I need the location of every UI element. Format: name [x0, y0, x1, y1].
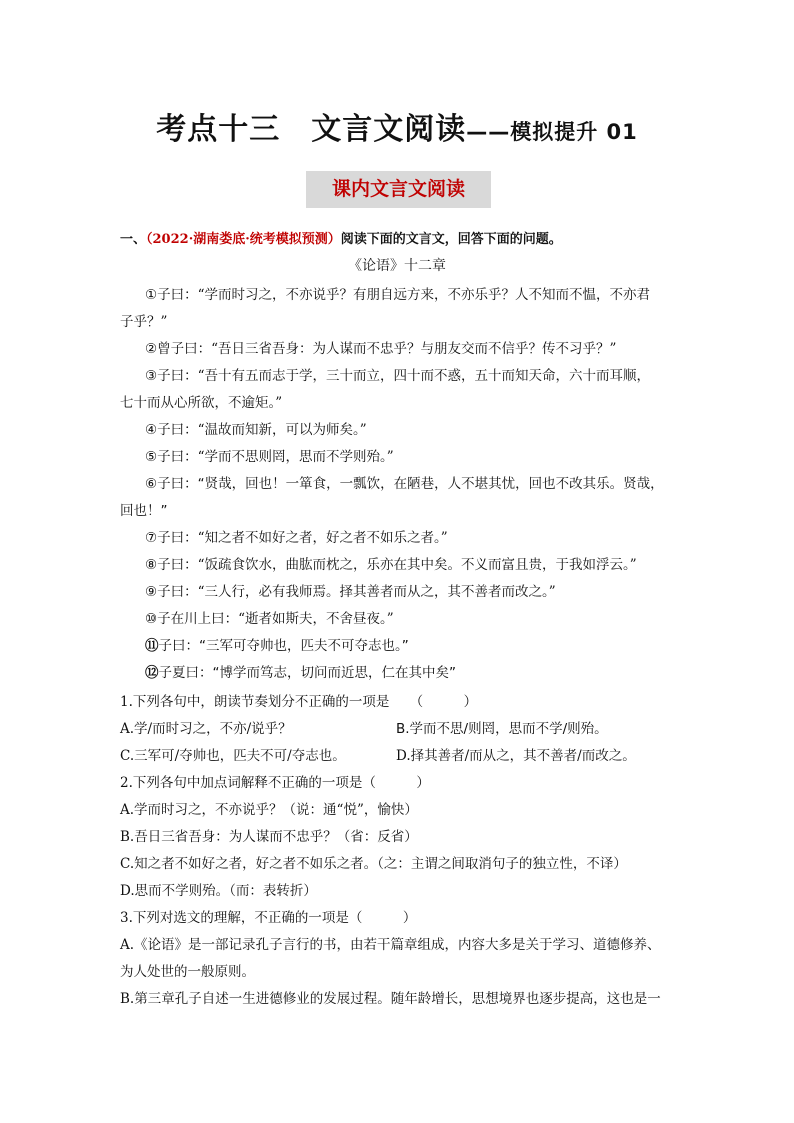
passage-title: 《论语》十二章 [348, 258, 446, 274]
passage-line: 七十而从心所欲，不逾矩。” [120, 395, 283, 411]
question-stem: 1.下列各句中，朗读节奏划分不正确的一项是 （ ） [120, 694, 478, 710]
passage-line: ②曾子曰：“吾日三省吾身：为人谋而不忠乎？与朋友交而不信乎？传不习乎？” [145, 341, 617, 357]
passage-line: 子乎？” [120, 314, 168, 330]
question-option: B.吾日三省吾身：为人谋而不忠乎？（省：反省） [120, 829, 418, 845]
question-option: B.第三章孔子自述一生进德修业的发展过程。随年龄增长，思想境界也逐步提高，这也是一 [120, 991, 661, 1007]
question-option: B.学而不思/则罔，思而不学/则殆。 [396, 721, 608, 737]
passage-line: ⑥子曰：“贤哉，回也！一箪食，一瓢饮，在陋巷，人不堪其忧，回也不改其乐。贤哉， [145, 476, 664, 492]
passage-line: ④子曰：“温故而知新，可以为师矣。” [145, 422, 367, 438]
question-source: （2022·湖南娄底·统考模拟预测） [146, 232, 341, 247]
question-intro [120, 228, 562, 247]
title-suffix: ——模拟提升 01 [466, 120, 638, 144]
question-option: A.学/而时习之，不亦/说乎？ [120, 721, 292, 737]
passage-line: ⑤子曰：“学而不思则罔，思而不学则殆。” [145, 449, 394, 465]
passage-line: 回也！” [120, 503, 168, 519]
passage-line: ⑩子在川上曰：“逝者如斯夫，不舍昼夜。” [145, 611, 394, 627]
question-option: A.学而时习之，不亦说乎？（说：通“悦”，愉快） [120, 802, 418, 818]
question-number: 一、 [120, 232, 147, 247]
passage-line: ⑪子曰：“三军可夺帅也，匹夫不可夺志也。” [145, 638, 409, 654]
document-title [0, 104, 794, 148]
passage-line: ⑦子曰：“知之者不如好之者，好之者不如乐之者。” [145, 530, 448, 546]
question-instruction: 阅读下面的文言文，回答下面的问题。 [340, 232, 562, 247]
question-stem: 3.下列对选文的理解，不正确的一项是（ ） [120, 910, 417, 926]
passage-line: ⑧子曰：“饭疏食饮水，曲肱而枕之，乐亦在其中矣。不义而富且贵，于我如浮云。” [145, 557, 637, 573]
passage-line: ①子曰：“学而时习之，不亦说乎？有朋自远方来，不亦乐乎？人不知而不愠，不亦君 [145, 287, 651, 303]
title-main: 考点十三 文言文阅读 [156, 112, 467, 147]
question-stem: 2.下列各句中加点词解释不正确的一项是（ ） [120, 775, 430, 791]
question-option: C.三军可/夺帅也，匹夫不可/夺志也。 [120, 748, 346, 764]
question-option: D.思而不学则殆。（而：表转折） [120, 883, 317, 899]
passage-line: ③子曰：“吾十有五而志于学，三十而立，四十而不惑，五十而知天命，六十而耳顺， [145, 368, 651, 384]
question-option: A.《论语》是一部记录孔子言行的书，由若干篇章组成，内容大多是关于学习、道德修养、 [120, 937, 661, 953]
question-option: D.择其善者/而从之，其不善者/而改之。 [396, 748, 636, 764]
question-option: 为人处世的一般原则。 [120, 964, 255, 980]
question-option: C.知之者不如好之者，好之者不如乐之者。（之：主谓之间取消句子的独立性，不译） [120, 856, 627, 872]
passage-line: ⑫子夏曰：“博学而笃志，切问而近思，仁在其中矣” [145, 665, 456, 681]
passage-line: ⑨子曰：“三人行，必有我师焉。择其善者而从之，其不善者而改之。” [145, 584, 556, 600]
section-label: 课内文言文阅读 [306, 171, 491, 208]
